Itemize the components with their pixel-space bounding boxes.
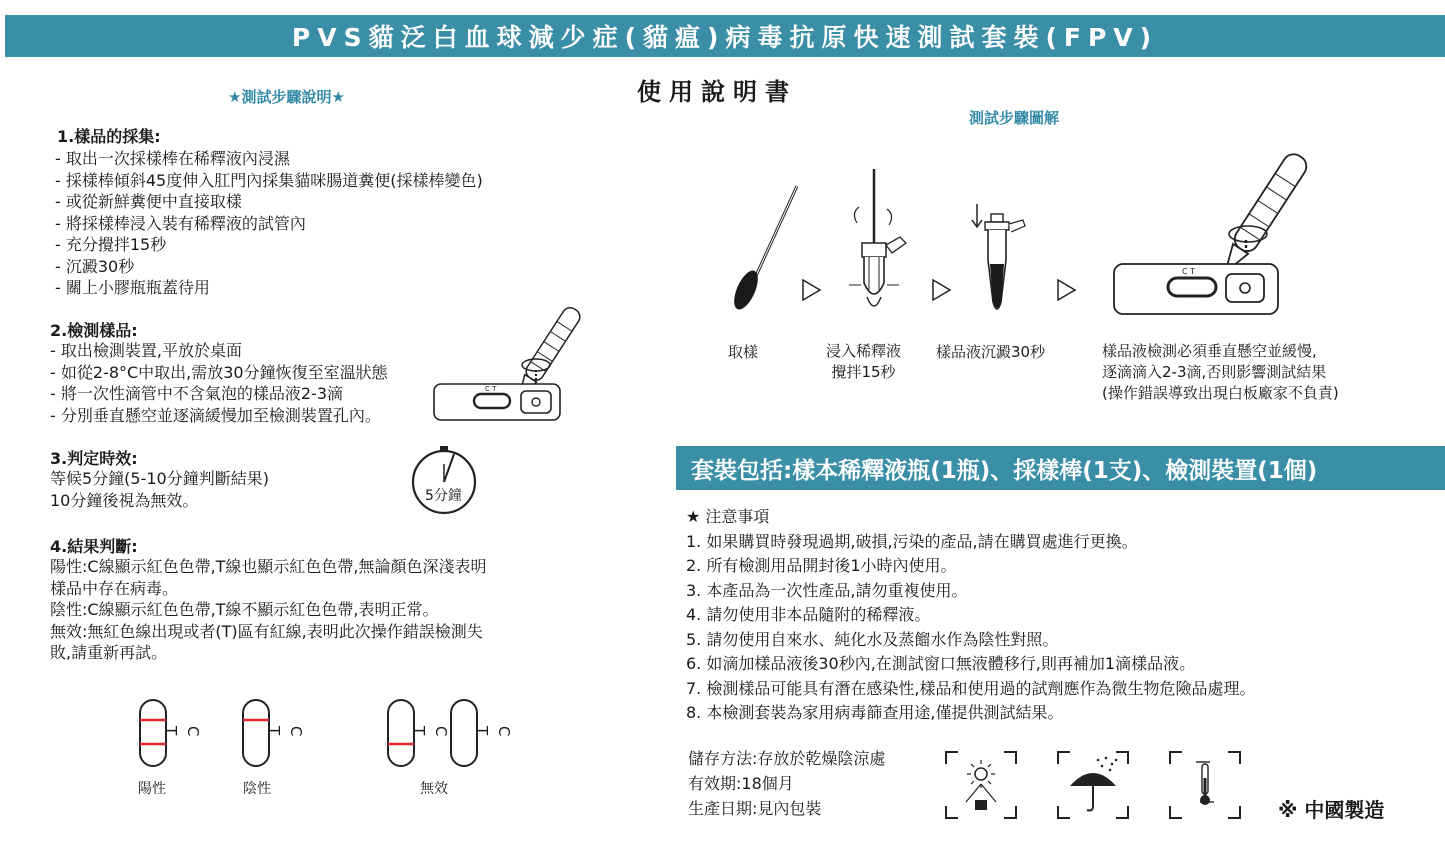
validity-period: 有效期:18個月 — [688, 774, 794, 793]
section-4-line: 陽性:C線顯示紅色色帶,T線也顯示紅色色帶,無論顏色深淺表明 — [50, 557, 487, 576]
section-1-line: - 充分攪拌15秒 — [55, 235, 167, 254]
ct-label-positive — [160, 726, 204, 738]
banner-title: PVS貓泛白血球減少症(貓瘟)病毒抗原快速測試套裝(FPV) — [291, 23, 1159, 52]
section-1-line: - 關上小膠瓶瓶蓋待用 — [55, 278, 210, 297]
label-invalid: 無效 — [420, 781, 448, 797]
note-item: 6. 如滴加樣品液後30秒內,在測試窗口無液體移行,則再補加1滴樣品液。 — [686, 654, 1196, 673]
made-in-label: ※ 中國製造 — [1278, 798, 1385, 822]
keep-dry-icon — [1056, 750, 1130, 820]
arrow-icon — [1055, 278, 1079, 304]
section-2-title: 2.檢測樣品: — [50, 321, 138, 340]
section-1-line: - 將採樣棒浸入裝有稀釋液的試管內 — [55, 213, 306, 233]
clock-icon — [410, 444, 482, 516]
kit-includes-text: 套裝包括:樣本稀釋液瓶(1瓶)、採樣棒(1支)、檢測裝置(1個) — [691, 457, 1318, 484]
notes-heading: ★ 注意事項 — [686, 507, 770, 526]
section-2-line: - 將一次性滴管中不含氣泡的樣品液2-3滴 — [50, 384, 343, 403]
storage-method: 儲存方法:存放於乾燥陰涼處 — [688, 749, 886, 768]
section-1-line: - 或從新鮮糞便中直接取樣 — [55, 192, 242, 211]
section-2-line: - 分別垂直懸空並逐滴緩慢加至檢測裝置孔內。 — [50, 405, 381, 425]
caption-step4-line2: 逐滴滴入2-3滴,否則影響測試結果 — [1102, 363, 1327, 381]
section-2-line: - 取出檢測裝置,平放於桌面 — [50, 341, 242, 360]
section-1-line: - 採樣棒傾斜45度伸入肛門內採集貓咪腸道糞便(採樣棒變色) — [55, 170, 483, 190]
section-4-line: 陰性:C線顯示紅色色帶,T線不顯示紅色色帶,表明正常。 — [50, 600, 439, 619]
ct-label-negative — [263, 726, 307, 738]
c-letter: C — [495, 726, 513, 737]
title-banner — [5, 15, 1445, 57]
caption-step3: 樣品液沉澱30秒 — [936, 343, 1046, 361]
section-3-line: 等候5分鐘(5-10分鐘判斷結果) — [50, 469, 269, 488]
section-3-line: 10分鐘後視為無效。 — [50, 490, 199, 510]
c-letter: C — [184, 726, 202, 737]
section-1-line: - 取出一次採樣棒在稀釋液內浸濕 — [55, 149, 290, 168]
production-date: 生產日期:見內包裝 — [688, 799, 822, 818]
device-letters: C T — [485, 385, 497, 393]
diagram-heading: 測試步驟圖解 — [969, 109, 1060, 127]
section-4-list — [50, 556, 487, 664]
section-1-line: - 沉澱30秒 — [55, 256, 135, 276]
ct-label-invalid-1 — [408, 726, 452, 738]
t-letter: T — [265, 726, 283, 736]
caption-step4-line1: 樣品液檢測必須垂直懸空並緩慢, — [1102, 342, 1317, 360]
temperature-limit-icon — [1168, 750, 1242, 820]
section-3-title: 3.判定時效: — [50, 449, 138, 468]
note-item: 2. 所有檢測用品開封後1小時內使用。 — [686, 556, 957, 575]
arrow-icon — [800, 278, 824, 304]
ct-label-invalid-2 — [471, 726, 515, 738]
section-2-line: - 如從2-8°C中取出,需放30分鐘恢復至室溫狀態 — [50, 362, 388, 382]
section-1-title: 1.樣品的採集: — [57, 127, 161, 146]
section-3-list — [50, 468, 269, 511]
t-letter: T — [473, 726, 491, 736]
caption-step4 — [1102, 341, 1339, 404]
label-positive: 陽性 — [138, 781, 166, 797]
section-4-line: 敗,請重新再試。 — [50, 643, 168, 662]
note-item: 8. 本檢測套裝為家用病毒篩查用途,僅提供測試結果。 — [686, 703, 1064, 722]
arrow-icon — [930, 278, 954, 304]
caption-step4-line3: (操作錯誤導致出現白板廠家不負責) — [1102, 384, 1339, 402]
section-2-list — [50, 340, 388, 426]
kit-includes-banner — [676, 446, 1445, 490]
note-item: 5. 請勿使用自來水、純化水及蒸餾水作為陰性對照。 — [686, 629, 1059, 649]
caption-step2 — [826, 341, 901, 383]
section-1-list — [55, 148, 483, 299]
storage-info — [688, 746, 885, 821]
manual-title: 使用說明書 — [637, 78, 797, 106]
dilution-tube-illustration — [845, 165, 910, 330]
keep-away-sunlight-icon — [944, 750, 1018, 820]
notes-section — [686, 505, 1255, 726]
device-test-illustration — [1108, 160, 1348, 320]
settling-tube-illustration — [963, 200, 1033, 330]
section-4-title: 4.結果判斷: — [50, 537, 138, 556]
note-item: 4. 請勿使用非本品隨附的稀釋液。 — [686, 605, 931, 624]
note-item: 3. 本產品為一次性產品,請勿重複使用。 — [686, 580, 968, 600]
c-letter: C — [287, 726, 305, 737]
caption-step1: 取樣 — [728, 343, 759, 361]
t-letter: T — [162, 726, 180, 736]
device-letters: C T — [1182, 267, 1196, 276]
c-letter: C — [432, 726, 450, 737]
section-4-line: 無效:無紅色線出現或者(T)區有紅線,表明此次操作錯誤檢測失 — [50, 621, 483, 641]
steps-heading: ★測試步驟說明★ — [228, 88, 345, 106]
section-4-line: 樣品中存在病毒。 — [50, 578, 179, 598]
note-item: 1. 如果購買時發現過期,破損,污染的產品,請在購買處進行更換。 — [686, 531, 1138, 551]
clock-label: 5分鐘 — [425, 488, 462, 504]
label-negative: 陰性 — [243, 781, 271, 797]
note-item: 7. 檢測樣品可能具有潛在感染性,樣品和使用過的試劑應作為微生物危險品處理。 — [686, 678, 1256, 698]
caption-step2-line1: 浸入稀釋液 — [826, 342, 902, 360]
t-letter: T — [410, 726, 428, 736]
caption-step2-line2: 攪拌15秒 — [831, 363, 896, 381]
device-dropper-illustration — [432, 312, 612, 422]
